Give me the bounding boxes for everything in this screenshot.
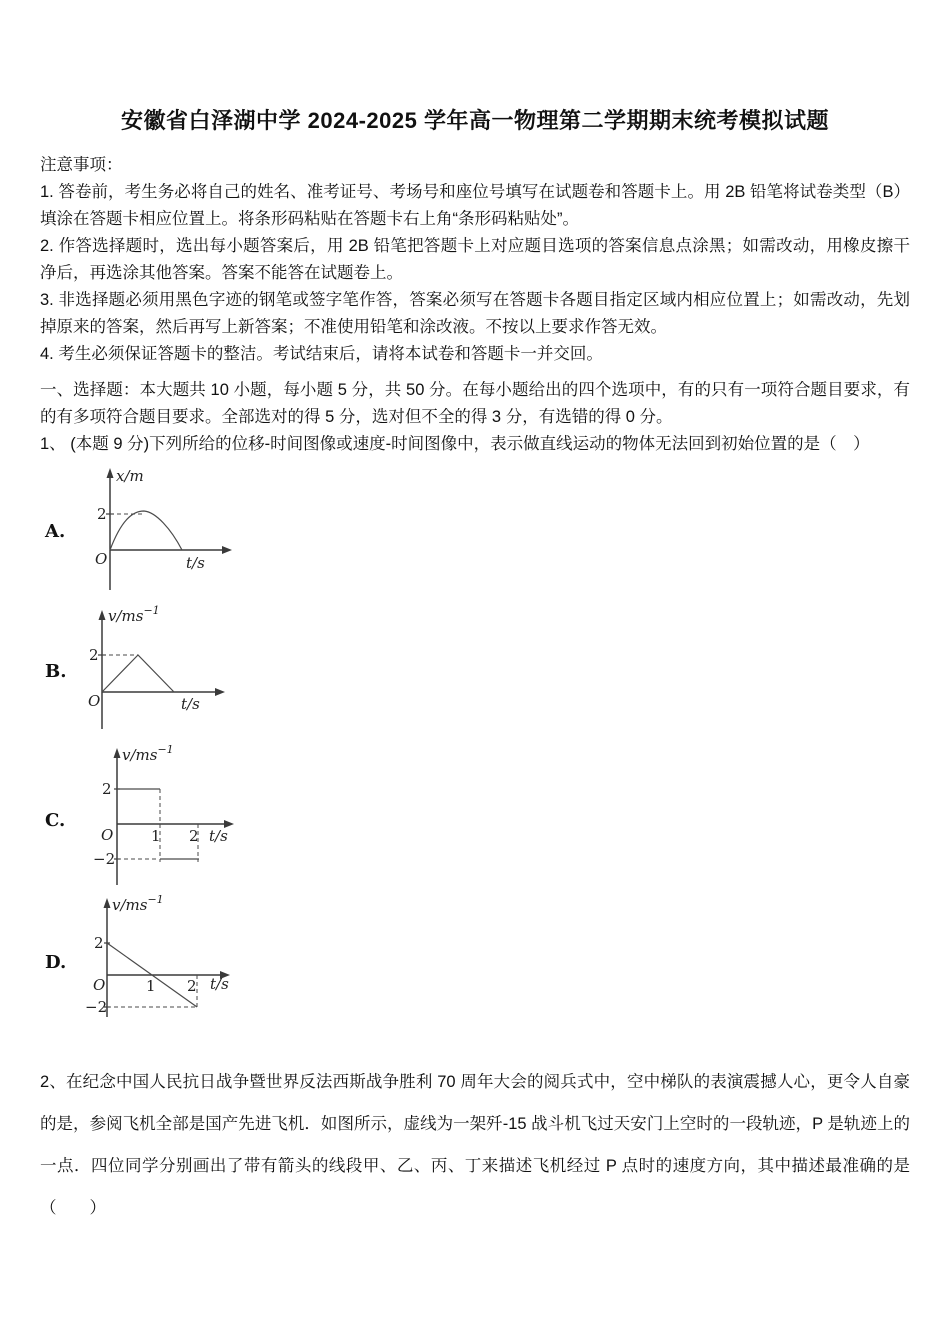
graph-d-xtick-2: 2: [187, 977, 197, 995]
question1-options: [40, 465, 910, 1030]
question2-section: [40, 1061, 910, 1229]
graph-a-curve: [110, 511, 182, 550]
question1-text: 1、 (本题 9 分)下列所给的位移-时间图像或速度-时间图像中，表示做直线运动的物体无法回到初始位置的是（ ）: [40, 435, 870, 453]
option-a-label: A.: [45, 520, 66, 542]
graph-c-origin-label: O: [101, 826, 114, 844]
graph-a-position-time: [85, 465, 255, 597]
q1-option-d: [40, 895, 910, 1030]
graph-b-xaxis-label: t/s: [181, 695, 200, 713]
notice-item-1: 1. 答卷前，考生务必将自己的姓名、准考证号、考场号和座位号填写在试题卷和答题卡上。用 2B 铅笔将试卷类型（B）填涂在答题卡相应位置上。将条形码粘贴在答题卡右上角“条形码粘贴处”。: [40, 183, 910, 228]
graph-d-xaxis-label: t/s: [210, 975, 229, 993]
q1-option-a: [40, 465, 910, 597]
graph-b-yaxis-label: $v/ms^{-1}$: [108, 605, 160, 625]
graph-c-xaxis-label: t/s: [209, 827, 228, 845]
notice-section: [40, 152, 910, 458]
graph-a-yaxis-label: x/m: [116, 467, 144, 485]
graph-d-ytick-2: 2: [94, 934, 104, 952]
graph-b-axes: [98, 610, 225, 729]
notice-item-3: 3. 非选择题必须用黑色字迹的钢笔或签字笔作答，答案必须写在答题卡各题目指定区域内相应位置上；如需改动，先划掉原来的答案，然后再写上新答案；不准使用铅笔和涂改液。不按以上要求作答无效。: [40, 291, 910, 336]
graph-d-origin-label: O: [93, 976, 106, 994]
notice-item-2: 2. 作答选择题时，选出每小题答案后，用 2B 铅笔把答题卡上对应题目选项的答案信息点涂黑；如需改动，用橡皮擦干净后，再选涂其他答案。答案不能答在试题卷上。: [40, 237, 910, 282]
graph-c-xtick-1: 1: [151, 827, 161, 845]
section1-header: 一、选择题：本大题共 10 小题，每小题 5 分，共 50 分。在每小题给出的四个选项中，有的只有一项符合题目要求，有的有多项符合题目要求。全部选对的得 5 分，选对但不全的得 3 分，有选错的得 0 分。: [40, 381, 910, 426]
option-c-label: C.: [45, 809, 66, 831]
notice-item-4: 4. 考生必须保证答题卡的整洁。考试结束后，请将本试卷和答题卡一并交回。: [40, 345, 603, 363]
notice-heading: 注意事项：: [40, 156, 123, 174]
graph-b-velocity-time: [85, 605, 255, 737]
graph-b-origin-label: O: [88, 692, 101, 710]
graph-c-axes: [114, 748, 235, 885]
option-d-label: D.: [45, 952, 67, 973]
graph-a-xaxis-label: t/s: [186, 554, 205, 572]
graph-d-velocity-time: [85, 895, 260, 1030]
graph-c-yaxis-label: $v/ms^{-1}$: [122, 745, 174, 764]
graph-c-velocity-time: [85, 745, 260, 895]
graph-d-xtick-1: 1: [146, 977, 156, 995]
graph-c-xtick-2: 2: [189, 827, 199, 845]
graph-b-ytick-2: 2: [89, 646, 99, 664]
graph-a-ytick-2: 2: [97, 505, 107, 523]
graph-c-dashed-guides: [117, 789, 198, 862]
graph-b-curve: [102, 655, 174, 692]
option-b-label: B.: [45, 660, 67, 682]
q1-option-c: [40, 745, 910, 895]
graph-a-origin-label: O: [95, 550, 108, 568]
graph-c-ytick-2: 2: [102, 780, 112, 798]
question2-text: 2、在纪念中国人民抗日战争暨世界反法西斯战争胜利 70 周年大会的阅兵式中，空中梯队的表演震撼人心，更令人自豪的是，参阅飞机全部是国产先进飞机．如图所示，虚线为一架歼-15 战斗机飞过天安门上空时的一段轨迹，P 是轨迹上的一点．四位同学分别画出了带有箭头的线段甲、乙、丙、丁来描述飞机经过 P 点时的速度方向，其中描述最准确的是（ ）: [40, 1073, 910, 1217]
graph-c-ytick-neg2: −2: [93, 850, 116, 868]
graph-d-axes: [104, 898, 231, 1017]
graph-d-yaxis-label: $v/ms^{-1}$: [112, 895, 164, 914]
q1-option-b: [40, 605, 910, 737]
page-title: 安徽省白泽湖中学 2024-2025 学年高一物理第二学期期末统考模拟试题: [121, 108, 829, 133]
graph-d-ytick-neg2: −2: [85, 998, 108, 1016]
